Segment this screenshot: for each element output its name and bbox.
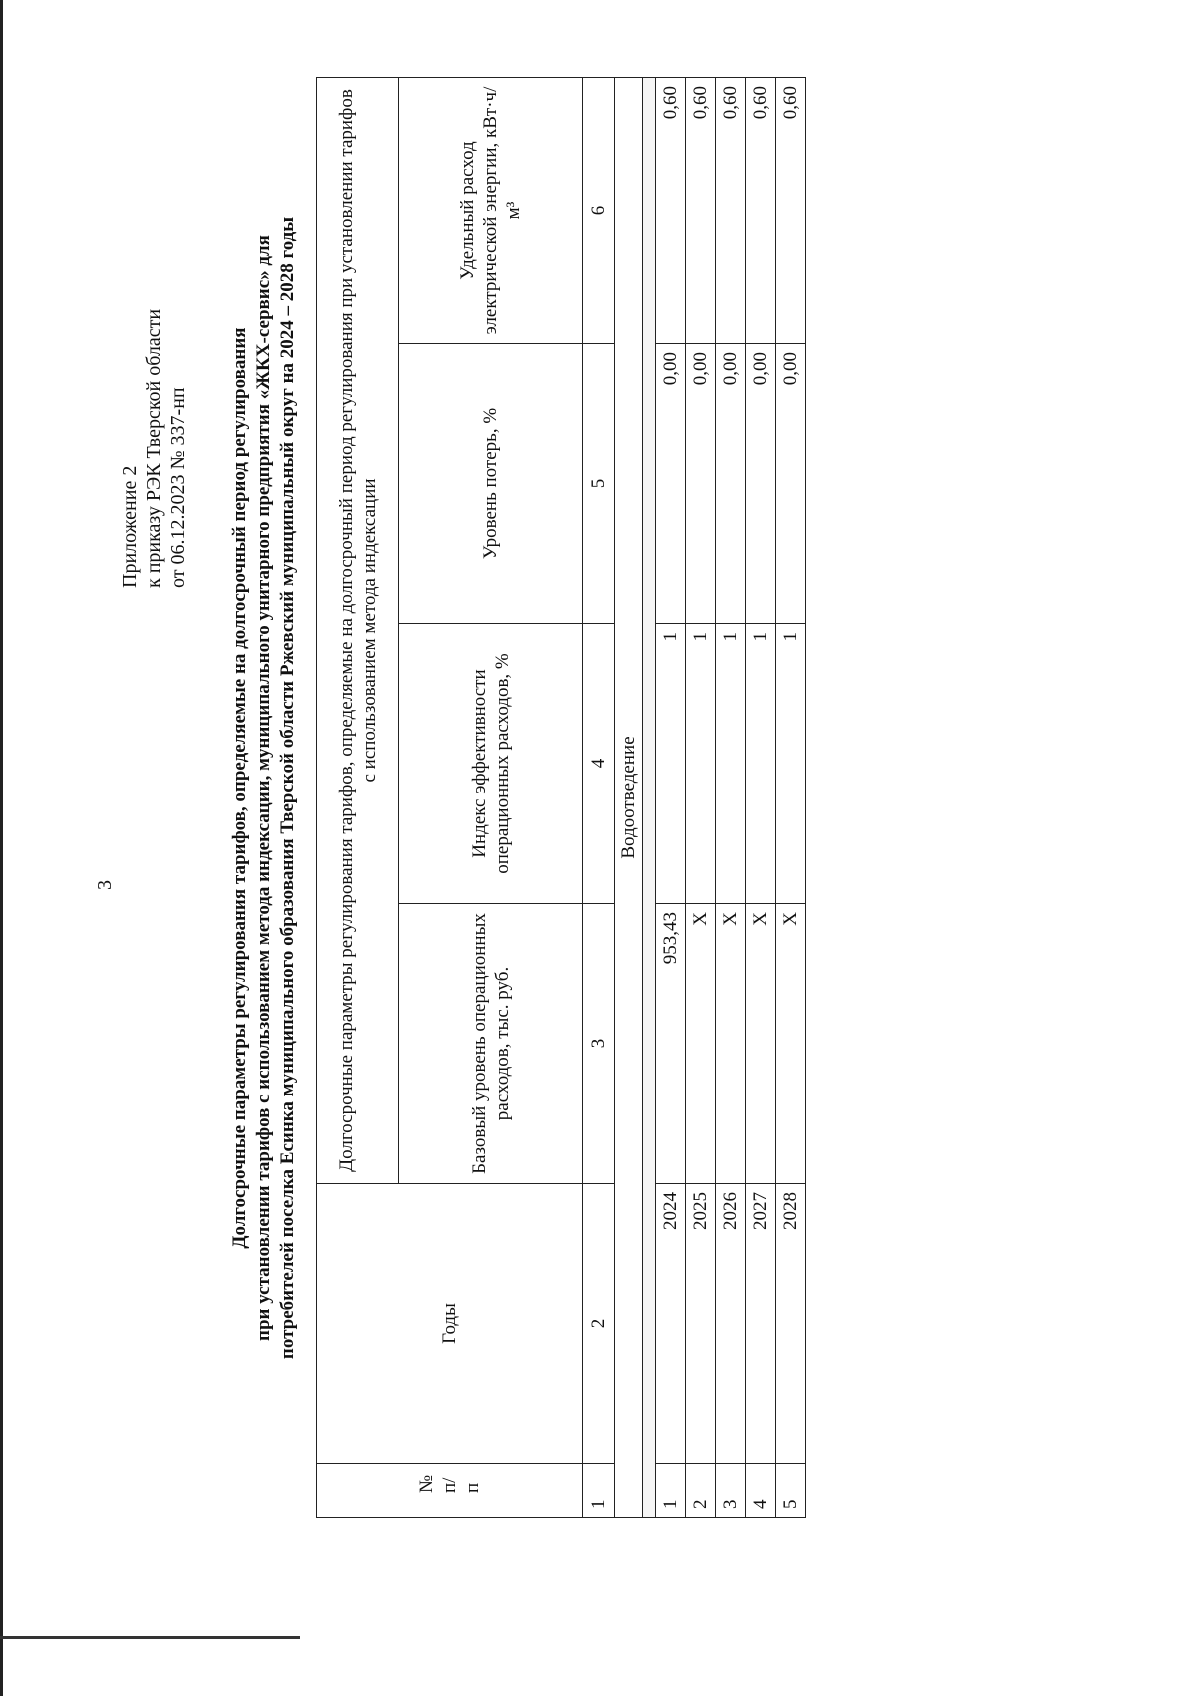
header-efficiency-index: Индекс эффективности операционных расходов, % xyxy=(399,624,583,904)
row-efficiency-index: 1 xyxy=(686,624,716,904)
row-number: 2 xyxy=(686,1464,716,1518)
title-line-2: при установлении тарифов с использованием метода индексации, муниципального унитарного предприятия «ЖКХ-сервис» для xyxy=(253,235,274,1341)
row-base-level: Х xyxy=(776,904,806,1184)
row-losses: 0,00 xyxy=(686,344,716,624)
header-row-group xyxy=(317,77,399,1517)
numbering-cell: 1 xyxy=(583,1464,615,1518)
table-row xyxy=(656,77,686,1517)
title-line-1: Долгосрочные параметры регулирования тарифов, определяемые на долгосрочный период регулирования xyxy=(229,327,250,1249)
document-page xyxy=(60,68,1140,1628)
appendix-line-3: от 06.12.2023 № 337-нп xyxy=(167,387,189,588)
row-number: 5 xyxy=(776,1464,806,1518)
numbering-cell: 4 xyxy=(583,624,615,904)
table-row xyxy=(716,77,746,1517)
row-number: 3 xyxy=(716,1464,746,1518)
row-base-level: Х xyxy=(746,904,776,1184)
numbering-cell: 6 xyxy=(583,77,615,343)
numbering-cell: 2 xyxy=(583,1184,615,1464)
section-label: Водоотведение xyxy=(615,77,643,1517)
row-base-level: Х xyxy=(686,904,716,1184)
row-efficiency-index: 1 xyxy=(716,624,746,904)
row-losses: 0,00 xyxy=(656,344,686,624)
header-years: Годы xyxy=(317,1184,583,1464)
row-losses: 0,00 xyxy=(746,344,776,624)
row-number: 4 xyxy=(746,1464,776,1518)
row-energy: 0,60 xyxy=(776,77,806,343)
table-row xyxy=(746,77,776,1517)
row-year: 2028 xyxy=(776,1184,806,1464)
row-year: 2027 xyxy=(746,1184,776,1464)
section-band xyxy=(643,77,656,1517)
row-efficiency-index: 1 xyxy=(656,624,686,904)
row-losses: 0,00 xyxy=(716,344,746,624)
row-year: 2025 xyxy=(686,1184,716,1464)
header-base-level: Базовый уровень операционных расходов, тыс. руб. xyxy=(399,904,583,1184)
row-losses: 0,00 xyxy=(776,344,806,624)
row-energy: 0,60 xyxy=(746,77,776,343)
numbering-cell: 3 xyxy=(583,904,615,1184)
title-line-3: потребителей поселка Есинка муниципального образования Тверской области Ржевский муниципальный округ на 2024 – 2028 годы xyxy=(277,216,298,1360)
row-efficiency-index: 1 xyxy=(746,624,776,904)
row-energy: 0,60 xyxy=(656,77,686,343)
row-number: 1 xyxy=(656,1464,686,1518)
appendix-line-1: Приложение 2 xyxy=(119,465,141,588)
row-energy: 0,60 xyxy=(686,77,716,343)
row-year: 2026 xyxy=(716,1184,746,1464)
row-year: 2024 xyxy=(656,1184,686,1464)
scan-edge-bottom xyxy=(0,1636,300,1639)
document-title xyxy=(228,38,300,1538)
table-row xyxy=(686,77,716,1517)
table-row xyxy=(776,77,806,1517)
numbering-cell: 5 xyxy=(583,344,615,624)
header-num: № п/п xyxy=(317,1464,583,1518)
section-band-cell xyxy=(643,77,656,1517)
appendix-line-2: к приказу РЭК Тверской области xyxy=(143,308,165,588)
page-number: 3 xyxy=(94,880,116,890)
numbering-row xyxy=(583,77,615,1517)
row-base-level: Х xyxy=(716,904,746,1184)
row-base-level: 953,43 xyxy=(656,904,686,1184)
header-losses: Уровень потерь, % xyxy=(399,344,583,624)
header-energy: Удельный расход электрической энергии, кВт·ч/м³ xyxy=(399,77,583,343)
row-energy: 0,60 xyxy=(716,77,746,343)
header-group-params: Долгосрочные параметры регулирования тарифов, определяемые на долгосрочный период регулирования при установлении тарифов с использованием метода индексации xyxy=(317,77,399,1183)
row-efficiency-index: 1 xyxy=(776,624,806,904)
parameters-table xyxy=(316,77,806,1518)
scan-edge-left xyxy=(0,0,3,1696)
appendix-block xyxy=(118,208,190,588)
section-row xyxy=(615,77,643,1517)
